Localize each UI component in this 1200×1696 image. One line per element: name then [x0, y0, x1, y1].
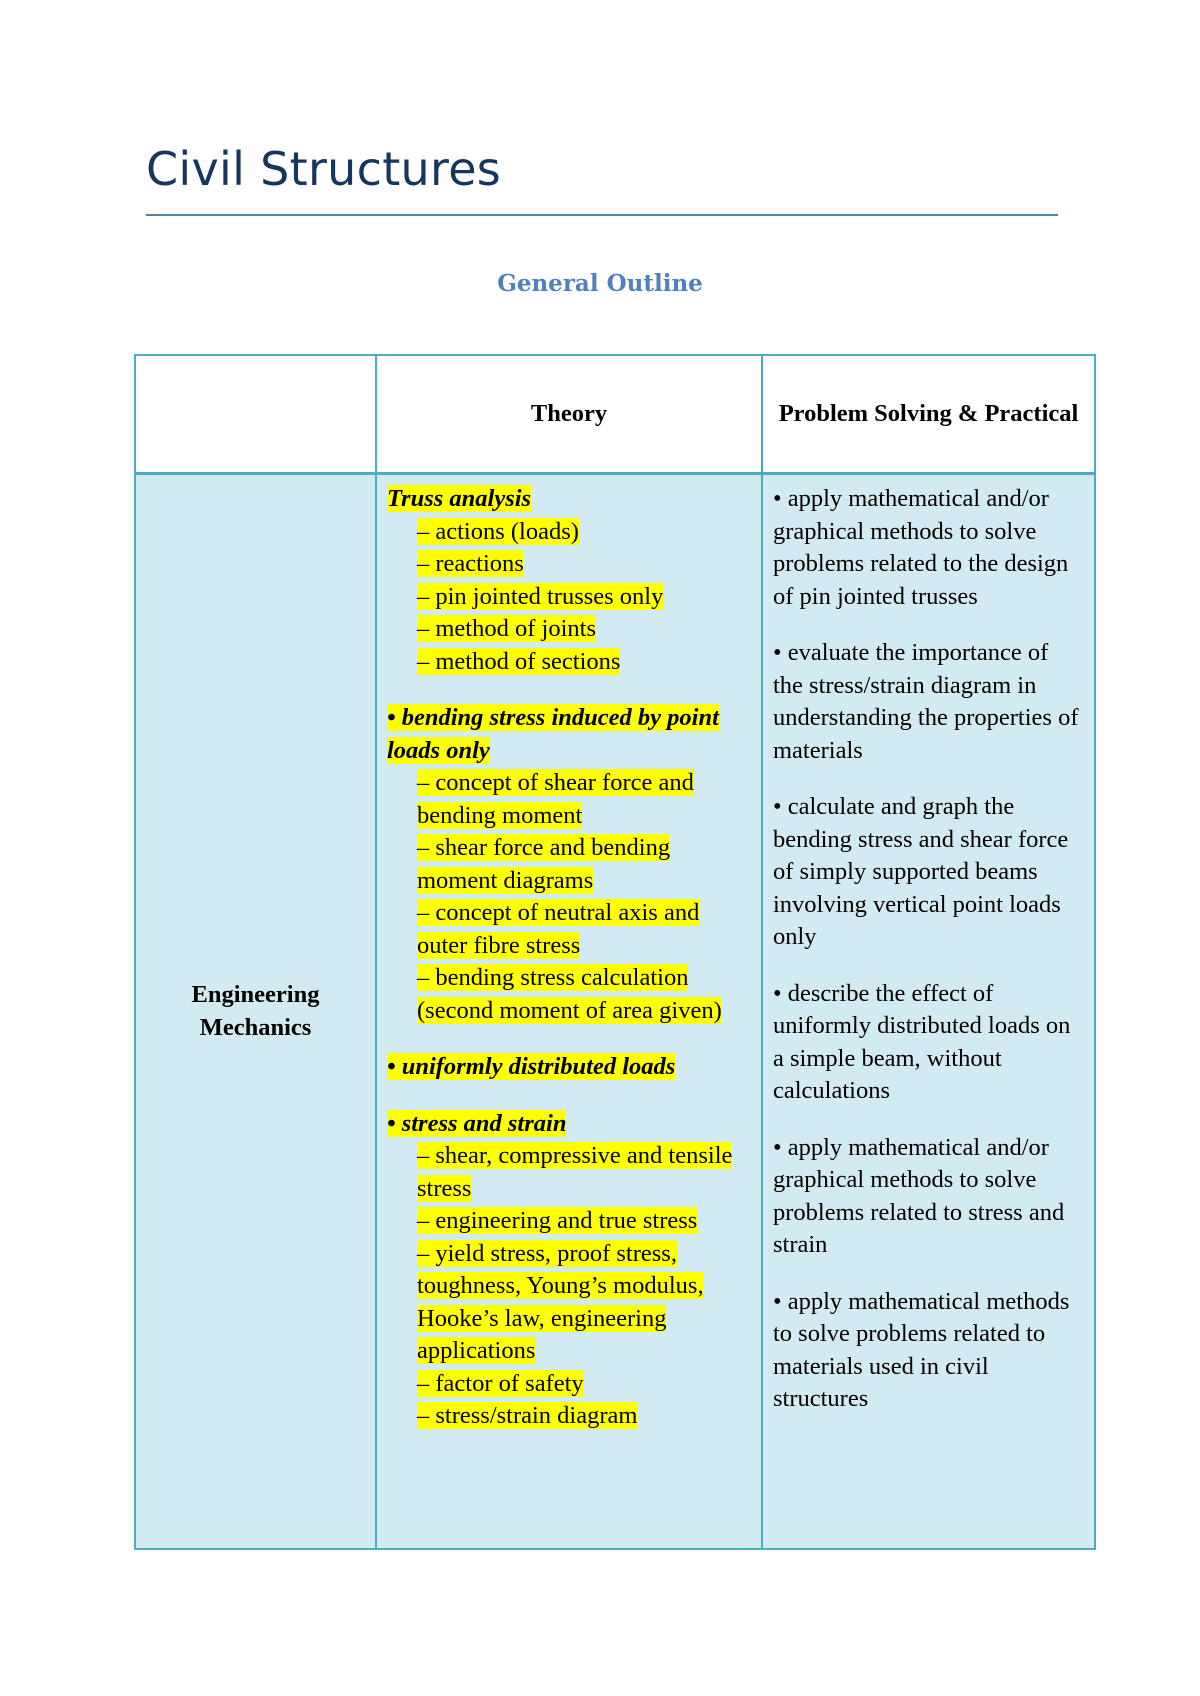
practical-cell — [762, 474, 1095, 1550]
theory-subtopic: – concept of shear force and bending moment — [417, 769, 694, 829]
theory-subtopic: – concept of neutral axis and outer fibre stress — [417, 899, 700, 959]
theory-topic — [387, 483, 751, 678]
row-heading: Engineering Mechanics — [135, 474, 376, 1550]
practical-item: • apply mathematical and/or graphical methods to solve problems related to the design of pin jointed trusses — [773, 485, 1069, 610]
theory-topic — [387, 702, 751, 1027]
header-theory: Theory — [376, 355, 762, 474]
header-practical: Problem Solving & Practical — [762, 355, 1095, 474]
outline-table — [134, 354, 1096, 1550]
theory-topic-heading: • bending stress induced by point loads only — [387, 704, 719, 764]
practical-item: • apply mathematical and/or graphical methods to solve problems related to stress and strain — [773, 1133, 1065, 1258]
theory-subtopic: – actions (loads) — [417, 517, 579, 545]
table-header-row — [135, 355, 1095, 474]
theory-cell — [376, 474, 762, 1550]
theory-subtopic: – shear force and bending moment diagrams — [417, 834, 671, 894]
title-underline — [146, 214, 1058, 216]
theory-topic-heading: Truss analysis — [387, 485, 532, 512]
theory-subtopic: – reactions — [417, 550, 524, 577]
theory-subtopic: – method of joints — [417, 615, 596, 642]
practical-item: • calculate and graph the bending stress and shear force of simply supported beams involving vertical point loads only — [773, 793, 1069, 950]
theory-subtopic: – bending stress calculation (second moment of area given) — [417, 964, 722, 1024]
practical-item: • evaluate the importance of the stress/strain diagram in understanding the properties of materials — [773, 639, 1079, 764]
theory-topic-heading: • stress and strain — [387, 1109, 567, 1137]
header-empty-cell — [135, 355, 376, 474]
theory-subtopic: – shear, compressive and tensile stress — [417, 1142, 733, 1202]
practical-item: • apply mathematical methods to solve problems related to materials used in civil structures — [773, 1287, 1070, 1412]
theory-subtopic: – pin jointed trusses only — [417, 582, 664, 610]
theory-subtopic: – factor of safety — [417, 1369, 584, 1397]
theory-topic-heading: • uniformly distributed loads — [387, 1053, 676, 1080]
theory-subtopic: – yield stress, proof stress, toughness, Young’s modulus, Hooke’s law, engineering applications — [417, 1239, 704, 1364]
document-title: Civil Structures — [146, 142, 502, 196]
section-subtitle: General Outline — [497, 270, 703, 297]
practical-item: • describe the effect of uniformly distributed loads on a simple beam, without calculations — [773, 979, 1071, 1104]
theory-subtopic: – engineering and true stress — [417, 1207, 698, 1234]
theory-subtopic: – method of sections — [417, 647, 621, 675]
theory-topic — [387, 1051, 751, 1084]
table-row — [135, 474, 1095, 1550]
theory-topic — [387, 1108, 751, 1433]
theory-subtopic: – stress/strain diagram — [417, 1402, 638, 1429]
